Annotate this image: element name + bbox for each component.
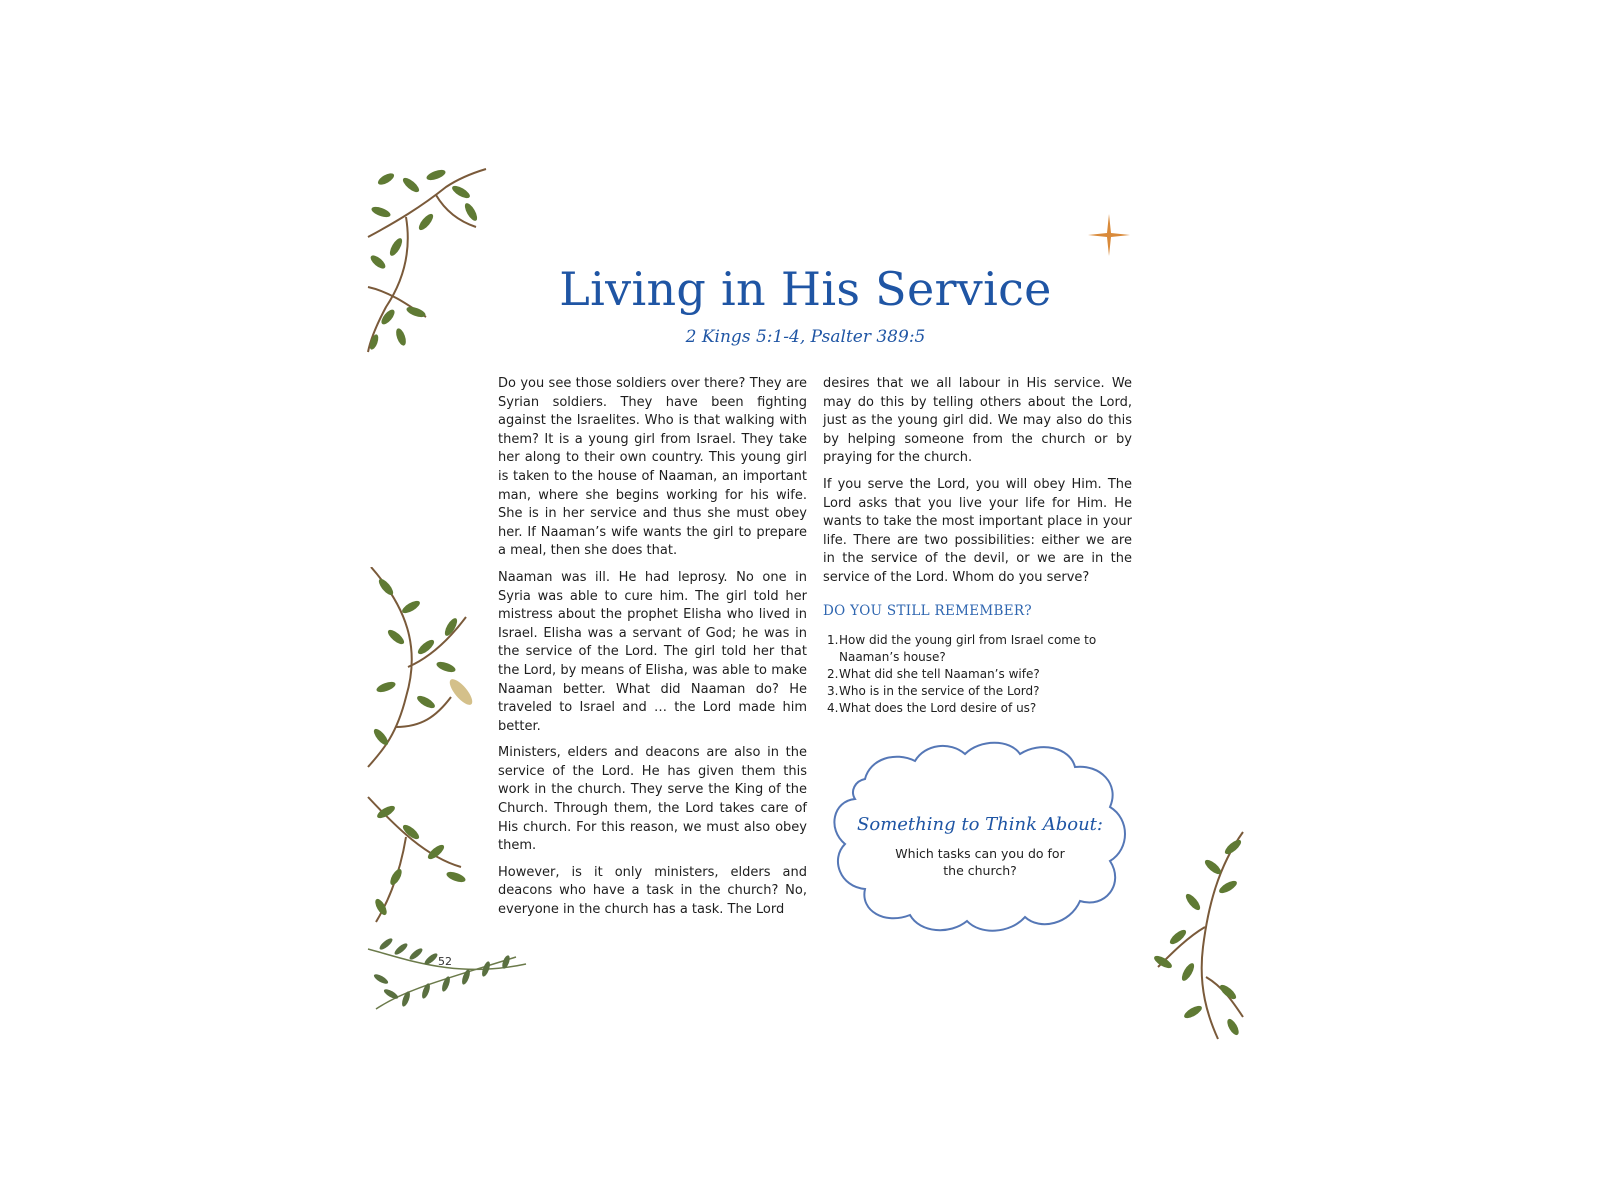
paragraph: Do you see those soldiers over there? They are Syrian soldiers. They have been fighting against the Israelites. Who is that walking with them? It is a young girl from Israel. They take her along to their own country. This young girl is taken to the house of Naaman, an important man, where she begins working for his wife. She is in her service and thus she must obey her. If Naaman’s wife wants the girl to prepare a meal, then she does that. [498,376,807,559]
paragraph: desires that we all labour in His service. We may do this by telling others about the Lord, just as the young girl did. We may also do this by helping someone from the church or by praying for the church. [823,376,1132,466]
paragraph: However, is it only ministers, elders and deacons who have a task in the church? No, everyone in the church has a task. The Lord [498,864,807,918]
list-item [827,666,1132,683]
question-text: How did the young girl from Israel come to Naaman’s house? [839,633,1097,665]
leafy-branch-left-illustration [366,567,486,927]
book-page [368,167,1243,1042]
question-number: 4. [827,701,839,716]
paragraph: If you serve the Lord, you will obey Him. The Lord asks that you live your life for Him. He wants to take the most important place in your life. There are two possibilities: either we are in the service of the devil, or we are in the service of the Lord. Whom do you serve? [823,476,1132,585]
left-column [498,375,807,928]
paragraph: Ministers, elders and deacons are also in the service of the Lord. He has given them this work in the church. They serve the King of the Church. Through them, the Lord takes care of His church. For this reason, we must also obey them. [498,745,807,854]
remember-heading: DO YOU STILL REMEMBER? [823,602,1032,619]
page-title: Living in His Service [559,262,1052,316]
right-column [823,375,1132,717]
leafy-branch-bottom-right-illustration [1148,827,1245,1042]
list-item [827,683,1132,700]
think-about-box [825,739,1135,939]
question-text: Who is in the service of the Lord? [839,684,1040,699]
cloud-outline [825,739,1135,939]
list-item [827,700,1132,717]
think-about-title: Something to Think About: [857,814,1103,835]
sparkle-star-icon [1086,212,1132,258]
list-item [827,632,1132,666]
question-text: What did she tell Naaman’s wife? [839,667,1040,682]
page-number: 52 [438,955,452,968]
question-list [823,632,1132,717]
think-about-text: Which tasks can you do for the church? [895,846,1065,878]
question-number: 2. [827,667,839,682]
question-number: 1. [827,633,839,648]
question-number: 3. [827,684,839,699]
question-text: What does the Lord desire of us? [839,701,1037,716]
paragraph: Naaman was ill. He had leprosy. No one in Syria was able to cure him. The girl told her mistress about the prophet Elisha who lived in Israel. Elisha was a servant of God; he was in the service of the Lord. The girl told her that the Lord, by means of Elisha, was able to make Naaman better. What did Naaman do? He traveled to Israel and … the Lord made him better. [498,569,807,734]
scripture-reference: 2 Kings 5:1-4, Psalter 389:5 [685,327,926,347]
